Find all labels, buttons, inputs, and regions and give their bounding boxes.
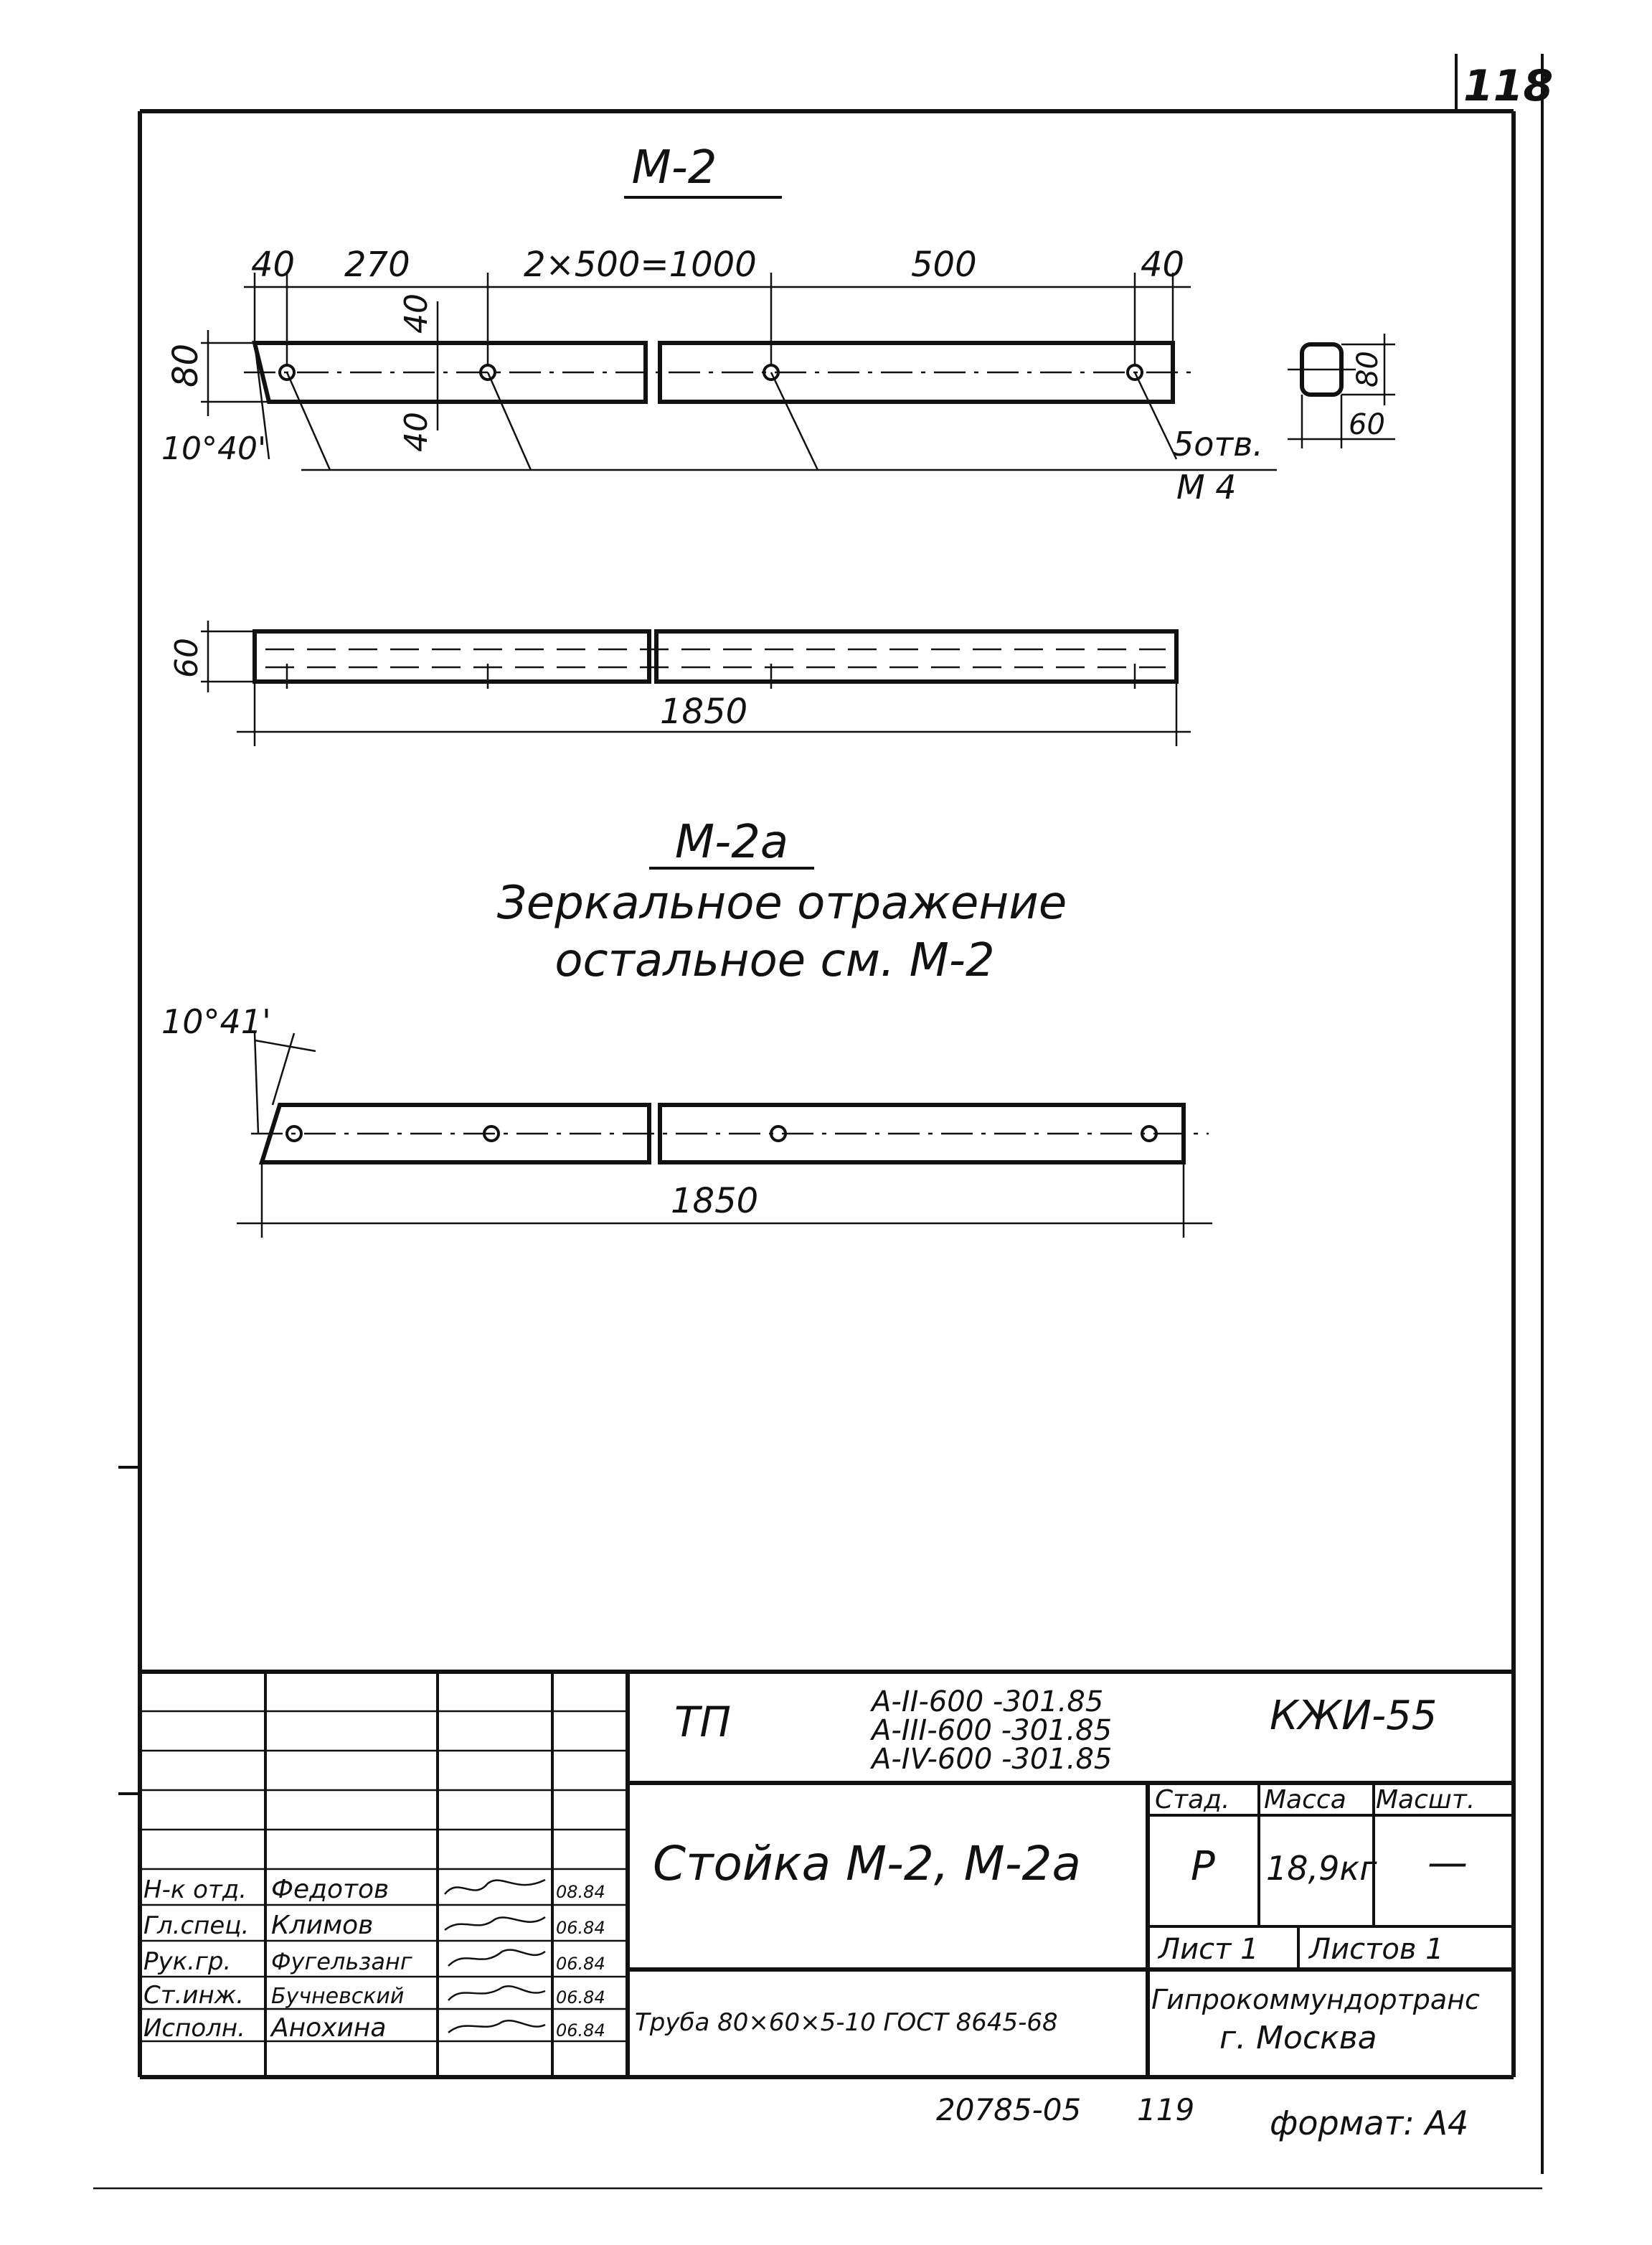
tb-mass-label: Масса (1264, 1785, 1346, 1815)
tb-date-5: 06.84 (556, 2020, 605, 2041)
m2a-length: 1850 (671, 1181, 759, 1221)
tb-org-1: Гипрокоммундортранс (1151, 1984, 1480, 2015)
tb-series-2: А-III-600 -301.85 (872, 1714, 1113, 1747)
m2-length: 1850 (660, 692, 748, 732)
tb-date-4: 06.84 (556, 1987, 605, 2008)
tb-stage-label: Стад. (1155, 1785, 1230, 1815)
tb-date-2: 06.84 (556, 1918, 605, 1938)
tb-stage: Р (1191, 1843, 1215, 1890)
m2-title: М-2 (631, 141, 717, 194)
m2-dim-40-left: 40 (251, 245, 296, 285)
m2-side-height: 60 (169, 638, 205, 678)
m2-section-h: 80 (1351, 351, 1384, 387)
tb-role-4: Ст.инж. (143, 1981, 245, 2010)
tb-role-2: Гл.спец. (143, 1911, 250, 1940)
tb-role-3: Рук.гр. (143, 1947, 232, 1976)
tb-scale-label: Масшт. (1376, 1785, 1476, 1815)
m2a-angle: 10°41' (161, 1002, 271, 1041)
tb-name-1: Федотов (271, 1875, 390, 1904)
tb-org-2: г. Москва (1219, 2020, 1377, 2056)
footer-page: 119 (1137, 2092, 1195, 2127)
tb-series-3: А-IV-600 -301.85 (872, 1743, 1113, 1776)
tb-material: Труба 80×60×5-10 ГОСТ 8645-68 (635, 2008, 1058, 2037)
tb-scale: — (1427, 1840, 1468, 1886)
m2-section-w: 60 (1349, 408, 1385, 441)
tb-date-1: 08.84 (556, 1882, 605, 1902)
footer-format: формат: А4 (1270, 2104, 1469, 2142)
m2-dim-1000: 2×500=1000 (524, 245, 757, 285)
m2a-note-2: остальное см. М-2 (554, 934, 995, 987)
m2a-title: М-2а (674, 816, 789, 869)
m2-dim-80: 80 (166, 343, 206, 387)
tb-name-2: Климов (271, 1911, 374, 1940)
tb-code: КЖИ-55 (1270, 1693, 1438, 1739)
tb-series-1: А-II-600 -301.85 (872, 1685, 1104, 1718)
m2-dim-40-right: 40 (1141, 245, 1185, 285)
m2-holes-note: 5отв. (1173, 425, 1263, 463)
m2-dim-270: 270 (344, 245, 410, 285)
tb-mass: 18,9кг (1266, 1849, 1377, 1888)
tb-name: Стойка М-2, М-2а (653, 1836, 1081, 1891)
tb-role-5: Исполн. (143, 2014, 245, 2043)
tb-tp: ТП (674, 1698, 732, 1746)
m2a-note-1: Зеркальное отражение (496, 877, 1067, 930)
tb-role-1: Н-к отд. (143, 1875, 247, 1904)
tb-date-3: 06.84 (556, 1954, 605, 1974)
tb-name-5: Анохина (271, 2013, 387, 2043)
tb-name-3: Фугельзанг (271, 1948, 412, 1975)
m2-angle: 10°40' (161, 430, 267, 467)
m2-dim-hole-up: 40 (398, 293, 435, 334)
footer-number: 20785-05 (936, 2092, 1082, 2127)
m2-dim-hole-down: 40 (398, 412, 435, 452)
page-number: 118 (1463, 61, 1554, 111)
m2-dim-chain (244, 273, 1191, 366)
m2-thread: М 4 (1176, 468, 1237, 507)
tb-sheet: Лист 1 (1158, 1933, 1259, 1966)
m2-dim-500: 500 (911, 245, 977, 285)
tb-sheets: Листов 1 (1309, 1933, 1444, 1966)
tb-name-4: Бучневский (271, 1984, 405, 2009)
